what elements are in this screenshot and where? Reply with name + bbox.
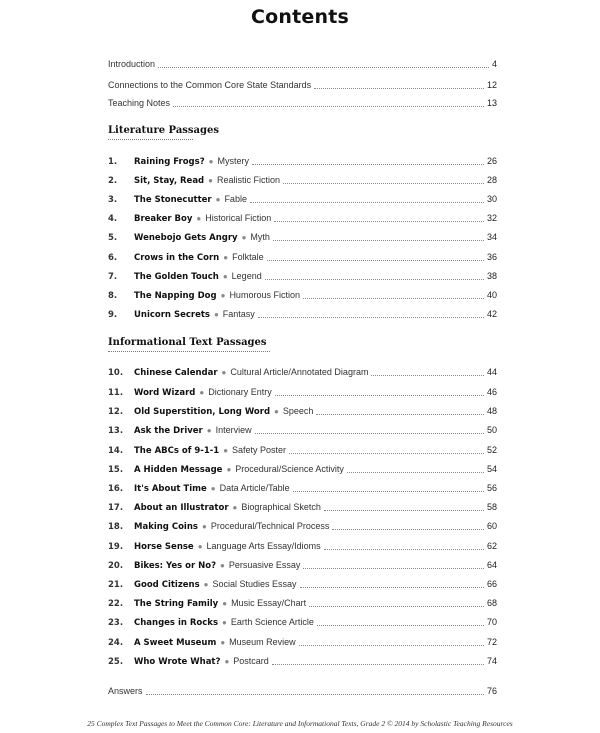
entry-number: 24. <box>108 638 124 648</box>
toc-entry-informational-17[interactable] <box>108 500 497 514</box>
toc-entry-informational-22[interactable] <box>108 596 497 610</box>
dot-leader <box>347 471 484 473</box>
dot-leader <box>146 693 484 695</box>
toc-entry-introduction[interactable] <box>108 57 497 71</box>
page-number: 50 <box>486 425 497 435</box>
entry-label: Introduction <box>108 59 156 69</box>
passage-title: Horse Sense <box>134 542 194 552</box>
dot-leader <box>303 567 484 569</box>
dot-leader <box>299 644 484 646</box>
passage-genre: Speech <box>282 406 314 416</box>
entry-number: 8. <box>108 291 118 301</box>
entry-number: 17. <box>108 503 124 513</box>
toc-entry-literature-3[interactable] <box>108 192 497 206</box>
passage-genre: Fable <box>224 194 247 204</box>
bullet-icon: ● <box>208 176 213 185</box>
toc-entry-informational-23[interactable] <box>108 615 497 629</box>
bullet-icon: ● <box>201 522 207 531</box>
entry-number: 25. <box>108 657 124 667</box>
dot-leader <box>324 509 484 511</box>
section-title: Literature Passages <box>108 125 220 136</box>
passage-title: Unicorn Secrets <box>134 310 210 320</box>
passage-genre: Museum Review <box>229 637 296 647</box>
toc-entry-informational-13[interactable] <box>108 423 497 437</box>
passage-title: The ABCs of 9-1-1 <box>134 446 220 456</box>
dot-leader <box>289 452 484 454</box>
passage-title: The String Family <box>134 599 219 609</box>
bullet-icon: ● <box>232 503 238 512</box>
dot-leader <box>274 220 484 222</box>
toc-entry-literature-8[interactable] <box>108 288 497 302</box>
entry-number: 12. <box>108 407 124 417</box>
passage-title: The Golden Touch <box>134 272 219 282</box>
toc-entry-literature-4[interactable] <box>108 211 497 225</box>
toc-entry-literature-6[interactable] <box>108 250 497 264</box>
dot-leader <box>283 182 484 184</box>
page-number: 48 <box>486 406 497 416</box>
page-number: 36 <box>486 252 497 262</box>
entry-number: 14. <box>108 446 124 456</box>
passage-genre: Earth Science Article <box>230 617 314 627</box>
passage-title: Raining Frogs? <box>134 157 205 167</box>
page-number: 46 <box>486 387 497 397</box>
toc-entry-informational-19[interactable] <box>108 539 497 553</box>
passage-title: Wenebojo Gets Angry <box>134 233 238 243</box>
page-number: 13 <box>486 98 497 108</box>
bullet-icon: ● <box>222 618 227 627</box>
dot-leader <box>273 239 484 241</box>
page-number: 26 <box>486 156 497 166</box>
bullet-icon: ● <box>220 638 226 647</box>
toc-entry-answers[interactable] <box>108 684 497 698</box>
dot-leader <box>324 548 484 550</box>
passage-title: A Hidden Message <box>134 465 223 475</box>
passage-title: Word Wizard <box>134 388 196 398</box>
bullet-icon: ● <box>224 657 230 666</box>
bullet-icon: ● <box>223 446 229 455</box>
toc-entry-informational-25[interactable] <box>108 654 497 668</box>
bullet-icon: ● <box>196 214 202 223</box>
passage-genre: Procedural/Science Activity <box>235 464 344 474</box>
bullet-icon: ● <box>210 484 216 493</box>
passage-title: Changes in Rocks <box>134 618 219 628</box>
passage-title: About an Illustrator <box>134 503 229 513</box>
bullet-icon: ● <box>274 407 279 416</box>
entry-number: 19. <box>108 542 124 552</box>
toc-entry-literature-7[interactable] <box>108 269 497 283</box>
page-title: Contents <box>250 6 349 28</box>
dot-leader <box>316 413 484 415</box>
passage-genre: Postcard <box>233 656 269 666</box>
entry-number: 13. <box>108 426 124 436</box>
passage-title: It's About Time <box>134 484 207 494</box>
passage-genre: Data Article/Table <box>219 483 290 493</box>
passage-genre: Humorous Fiction <box>229 290 300 300</box>
entry-number: 11. <box>108 388 124 398</box>
page-number: 74 <box>486 656 497 666</box>
passage-genre: Folktale <box>232 252 264 262</box>
page-number: 62 <box>486 541 497 551</box>
entry-number: 15. <box>108 465 124 475</box>
page-number: 56 <box>486 483 497 493</box>
passage-title: Bikes: Yes or No? <box>134 561 217 571</box>
dot-leader <box>255 432 484 434</box>
toc-entry-informational-21[interactable] <box>108 577 497 591</box>
dot-leader <box>293 490 484 492</box>
bullet-icon: ● <box>223 253 229 262</box>
passage-title: A Sweet Museum <box>134 638 217 648</box>
dot-leader <box>300 586 484 588</box>
bullet-icon: ● <box>241 233 247 242</box>
passage-genre: Historical Fiction <box>205 213 272 223</box>
entry-number: 10. <box>108 368 124 378</box>
dot-leader <box>173 105 484 107</box>
toc-entry-informational-24[interactable] <box>108 635 497 649</box>
page-number: 64 <box>486 560 497 570</box>
entry-number: 7. <box>108 272 118 282</box>
toc-entry-informational-10[interactable] <box>108 365 497 379</box>
bullet-icon: ● <box>206 426 212 435</box>
bullet-icon: ● <box>222 599 228 608</box>
passage-genre: Language Arts Essay/Idioms <box>206 541 321 551</box>
entry-number: 22. <box>108 599 124 609</box>
dot-leader <box>275 394 484 396</box>
entry-number: 4. <box>108 214 118 224</box>
toc-entry-informational-16[interactable] <box>108 481 497 495</box>
page-number: 30 <box>486 194 497 204</box>
passage-genre: Procedural/Technical Process <box>210 521 330 531</box>
passage-title: Crows in the Corn <box>134 253 220 263</box>
dot-leader <box>309 605 484 607</box>
page-number: 70 <box>486 617 497 627</box>
passage-title: Old Superstition, Long Word <box>134 407 271 417</box>
dot-leader <box>250 201 484 203</box>
toc-entry-literature-1[interactable] <box>108 154 497 168</box>
page-number: 12 <box>486 80 497 90</box>
passage-genre: Music Essay/Chart <box>231 598 307 608</box>
dot-leader <box>371 374 484 376</box>
toc-entry-informational-15[interactable] <box>108 462 497 476</box>
dot-leader <box>303 297 484 299</box>
passage-title: Breaker Boy <box>134 214 193 224</box>
passage-genre: Mystery <box>217 156 249 166</box>
entry-number: 3. <box>108 195 118 205</box>
passage-genre: Legend <box>231 271 262 281</box>
section-title: Informational Text Passages <box>108 337 267 348</box>
page-number: 38 <box>486 271 497 281</box>
toc-entry-literature-2[interactable] <box>108 173 497 187</box>
page-number: 52 <box>486 445 497 455</box>
passage-title: Chinese Calendar <box>134 368 218 378</box>
dot-leader <box>267 259 484 261</box>
toc-entry-informational-11[interactable] <box>108 385 497 399</box>
passage-title: Who Wrote What? <box>134 657 221 667</box>
entry-number: 18. <box>108 522 124 532</box>
bullet-icon: ● <box>220 561 225 570</box>
page-number: 68 <box>486 598 497 608</box>
dot-leader <box>265 278 484 280</box>
passage-title: Good Citizens <box>134 580 200 590</box>
toc-entry-connections[interactable] <box>108 78 497 92</box>
entry-number: 21. <box>108 580 124 590</box>
dot-leader <box>258 316 484 318</box>
page-number: 42 <box>486 309 497 319</box>
bullet-icon: ● <box>203 580 209 589</box>
informational-section-heading <box>108 337 270 352</box>
dot-leader <box>332 528 484 530</box>
bullet-icon: ● <box>213 310 219 319</box>
entry-number: 6. <box>108 253 118 263</box>
entry-label: Answers <box>108 686 143 696</box>
page-number: 40 <box>486 290 497 300</box>
page-number: 28 <box>486 175 497 185</box>
bullet-icon: ● <box>208 157 214 166</box>
page-number: 44 <box>486 367 497 377</box>
heading-underline <box>108 351 270 352</box>
entry-number: 23. <box>108 618 124 628</box>
passage-title: Ask the Driver <box>134 426 203 436</box>
toc-entry-informational-14[interactable] <box>108 443 497 457</box>
entry-label: Teaching Notes <box>108 98 171 108</box>
page-number: 58 <box>486 502 497 512</box>
bullet-icon: ● <box>197 542 203 551</box>
bullet-icon: ● <box>215 195 221 204</box>
dot-leader <box>317 624 484 626</box>
passage-title: Sit, Stay, Read <box>134 176 205 186</box>
toc-entry-teaching-notes[interactable] <box>108 96 497 110</box>
page-number: 76 <box>486 686 497 696</box>
entry-number: 9. <box>108 310 118 320</box>
passage-genre: Cultural Article/Annotated Diagram <box>230 367 369 377</box>
page-number: 54 <box>486 464 497 474</box>
passage-genre: Myth <box>250 232 270 242</box>
dot-leader <box>272 663 484 665</box>
passage-genre: Biographical Sketch <box>241 502 321 512</box>
heading-underline <box>108 139 193 140</box>
passage-genre: Fantasy <box>222 309 255 319</box>
toc-entry-literature-5[interactable] <box>108 230 497 244</box>
page-number: 60 <box>486 521 497 531</box>
passage-title: The Napping Dog <box>134 291 217 301</box>
entry-label: Connections to the Common Core State Standards <box>108 80 312 90</box>
dot-leader <box>158 66 489 68</box>
bullet-icon: ● <box>221 368 227 377</box>
passage-genre: Social Studies Essay <box>212 579 297 589</box>
entry-number: 2. <box>108 176 118 186</box>
passage-genre: Interview <box>215 425 252 435</box>
page-number: 66 <box>486 579 497 589</box>
entry-number: 5. <box>108 233 118 243</box>
page-number: 32 <box>486 213 497 223</box>
page-number: 72 <box>486 637 497 647</box>
passage-genre: Dictionary Entry <box>208 387 272 397</box>
passage-genre: Safety Poster <box>232 445 287 455</box>
entry-number: 16. <box>108 484 124 494</box>
page-number: 4 <box>491 59 497 69</box>
passage-title: The Stonecutter <box>134 195 212 205</box>
passage-genre: Realistic Fiction <box>217 175 281 185</box>
dot-leader <box>252 163 484 165</box>
entry-number: 20. <box>108 561 124 571</box>
toc-entry-informational-18[interactable] <box>108 519 497 533</box>
bullet-icon: ● <box>226 465 232 474</box>
page-footer: 25 Complex Text Passages to Meet the Common Core: Literature and Informational Texts, Grade 2 © 2014 by Scholastic Teaching Resources <box>87 719 513 728</box>
entry-number: 1. <box>108 157 118 167</box>
toc-entry-informational-20[interactable] <box>108 558 497 572</box>
passage-title: Making Coins <box>134 522 198 532</box>
page-number: 34 <box>486 232 497 242</box>
toc-entry-literature-9[interactable] <box>108 307 497 321</box>
passage-genre: Persuasive Essay <box>228 560 301 570</box>
bullet-icon: ● <box>220 291 226 300</box>
literature-section-heading <box>108 125 219 140</box>
toc-entry-informational-12[interactable] <box>108 404 497 418</box>
bullet-icon: ● <box>199 388 205 397</box>
bullet-icon: ● <box>222 272 228 281</box>
dot-leader <box>314 87 484 89</box>
